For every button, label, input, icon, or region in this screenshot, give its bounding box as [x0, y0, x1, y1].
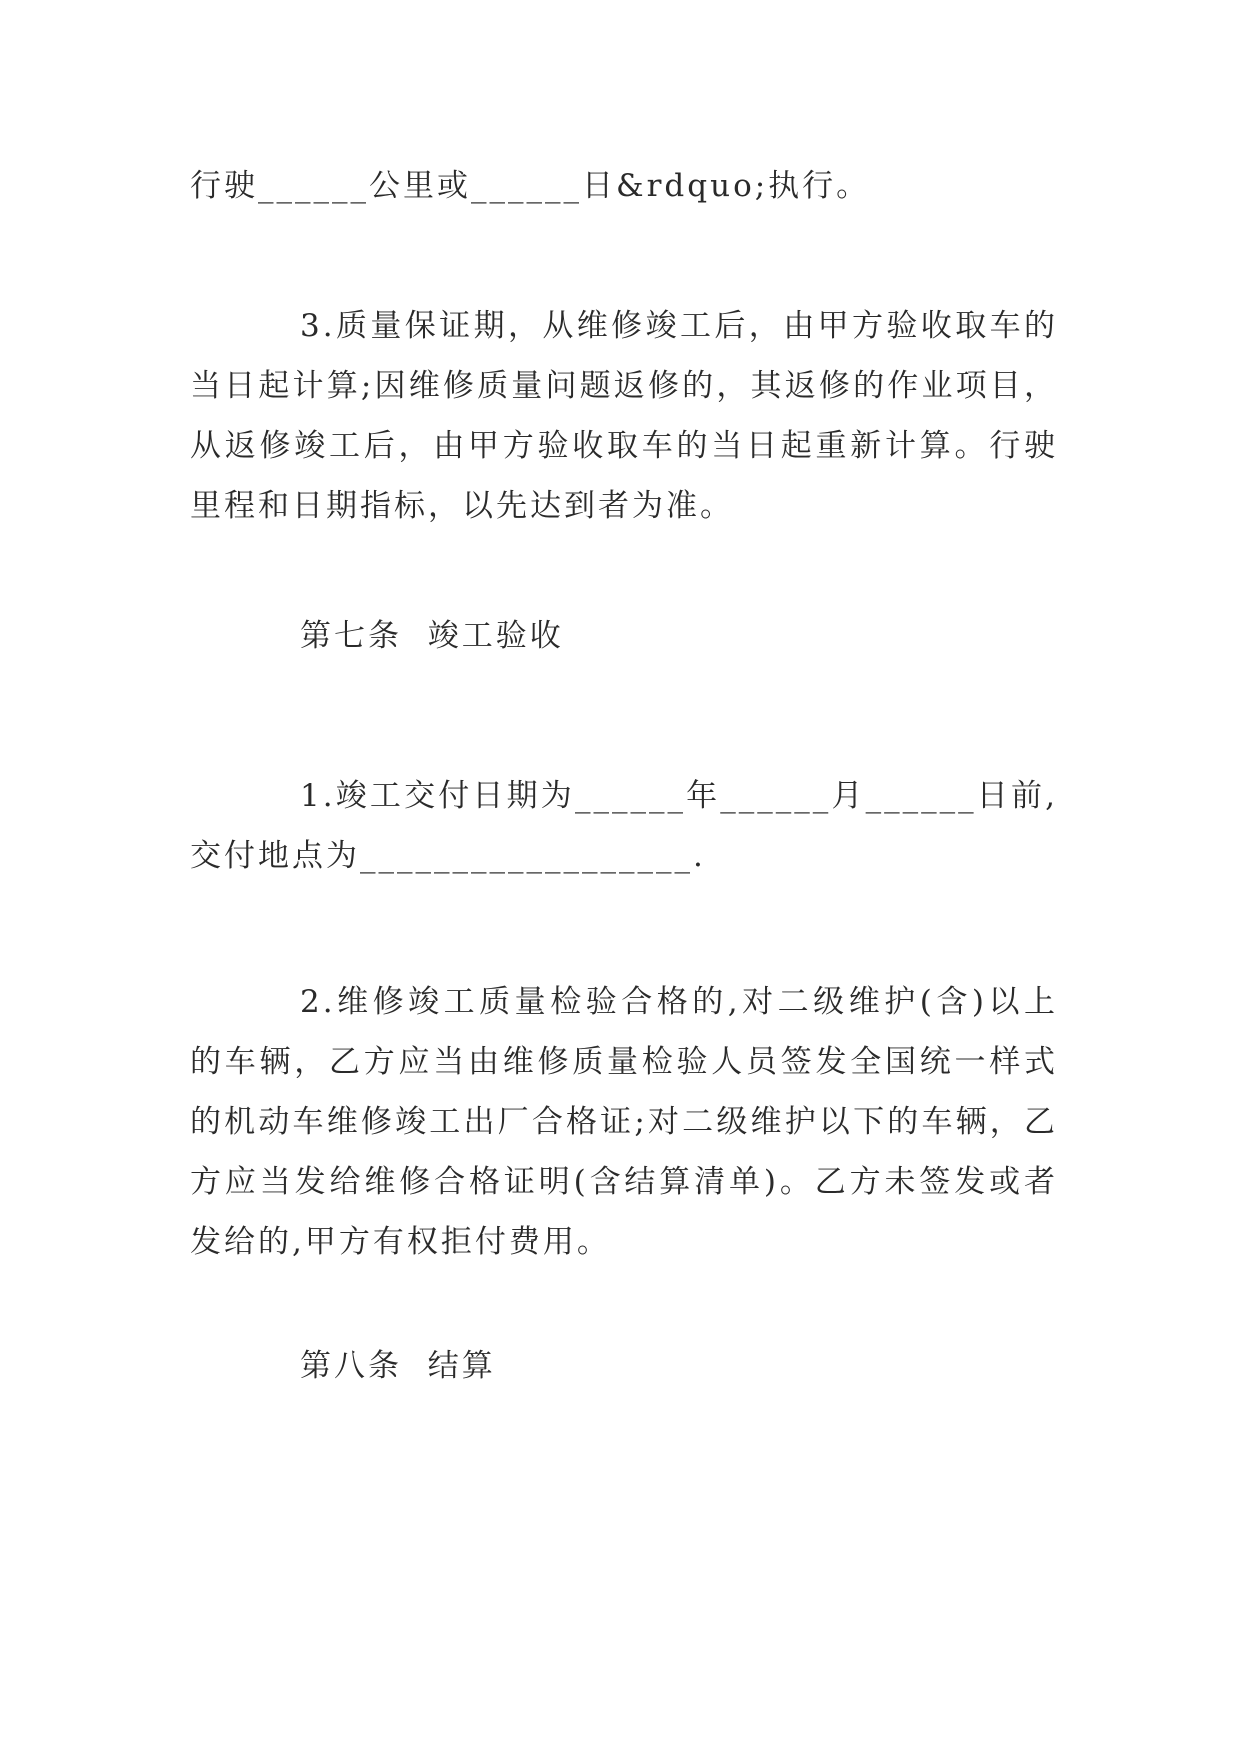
paragraph-warranty-period: 3.质量保证期，从维修竣工后，由甲方验收取车的当日起计算;因维修质量问题返修的，其返修的作业项目，从返修竣工后，由甲方验收取车的当日起重新计算。行驶里程和日期指标，以先达到者为准。: [190, 308, 1058, 524]
paragraph-quality-inspection: 2.维修竣工质量检验合格的,对二级维护(含)以上的车辆，乙方应当由维修质量检验人员签发全国统一样式的机动车维修竣工出厂合格证;对二级维护以下的车辆，乙方应当发给维修合格证明(含结算清单)。乙方未签发或者发给的,甲方有权拒付费用。: [190, 984, 1058, 1260]
paragraph-mileage-continuation: 行驶______公里或______日&rdquo;执行。: [190, 168, 871, 204]
article-7-heading: 第七条 竣工验收: [300, 618, 564, 654]
paragraph-delivery-date: 1.竣工交付日期为______年______月______日前,交付地点为__________________.: [190, 778, 1058, 874]
article-8-heading: 第八条 结算: [300, 1348, 496, 1384]
